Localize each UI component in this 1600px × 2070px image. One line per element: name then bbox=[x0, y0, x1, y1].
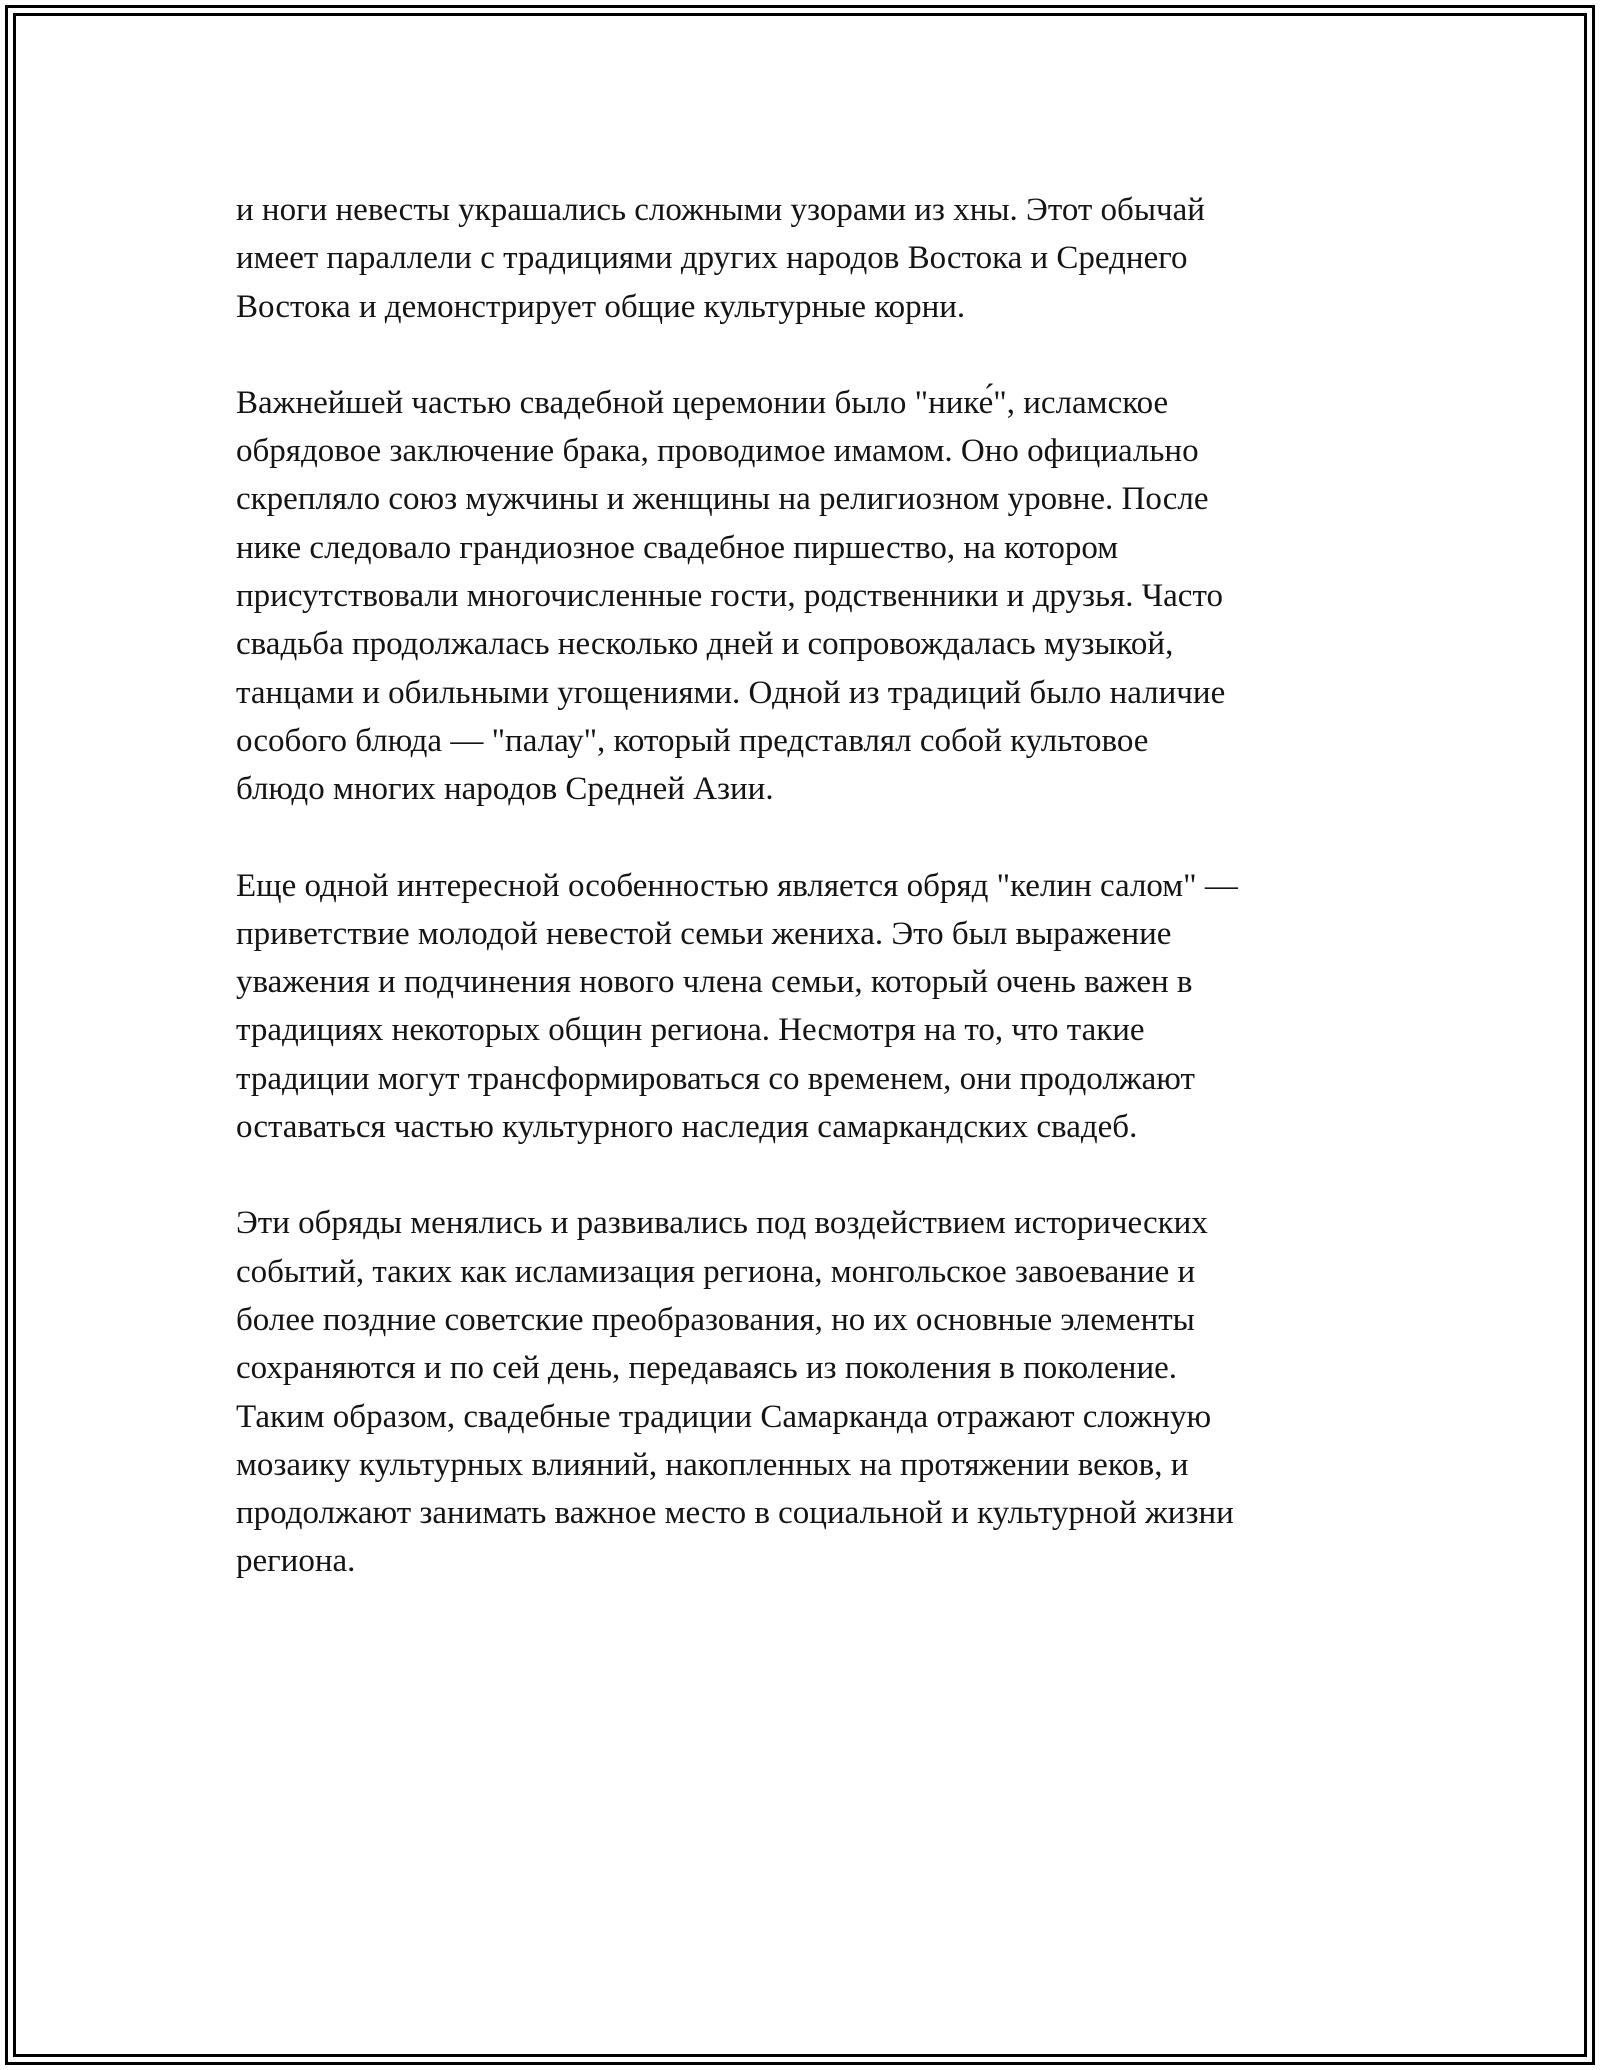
paragraph-3 bbox=[236, 862, 1366, 1152]
paragraph-line: оставаться частью культурного наследия самаркандских свадеб. bbox=[236, 1109, 1138, 1146]
paragraph-line: сохраняются и по сей день, передаваясь из поколения в поколение. bbox=[236, 1350, 1178, 1387]
paragraph-line: и ноги невесты украшались сложными узорами из хны. Этот обычай bbox=[236, 192, 1205, 228]
paragraph-line: особого блюда — "палау", который представлял собой культовое bbox=[236, 722, 1149, 759]
paragraph-line: скрепляло союз мужчины и женщины на религиозном уровне. После bbox=[236, 481, 1209, 518]
paragraph-line: продолжают занимать важное место в социальной и культурной жизни bbox=[236, 1495, 1234, 1532]
paragraph-line: блюдо многих народов Средней Азии. bbox=[236, 771, 774, 808]
paragraph-line: традиции могут трансформироваться со временем, они продолжают bbox=[236, 1060, 1195, 1097]
paragraph-line: танцами и обильными угощениями. Одной из традиций было наличие bbox=[236, 674, 1226, 711]
paragraph-line: событий, таких как исламизация региона, монгольское завоевание и bbox=[236, 1253, 1196, 1290]
paragraph-2 bbox=[236, 379, 1366, 814]
paragraph-line: имеет параллели с традициями других народов Востока и Среднего bbox=[236, 240, 1188, 277]
paragraph-line: обрядовое заключение брака, проводимое имамом. Оно официально bbox=[236, 433, 1199, 470]
paragraph-1 bbox=[236, 186, 1366, 331]
paragraph-line: региона. bbox=[236, 1543, 356, 1580]
paragraph-line: присутствовали многочисленные гости, родственники и друзья. Часто bbox=[236, 578, 1223, 615]
paragraph-line: Важнейшей частью свадебной церемонии было "нике́", исламское bbox=[236, 384, 1169, 421]
paragraph-line: традициях некоторых общин региона. Несмотря на то, что такие bbox=[236, 1012, 1145, 1049]
paragraph-line: приветствие молодой невестой семьи жениха. Это был выражение bbox=[236, 915, 1172, 952]
document-body bbox=[236, 186, 1366, 1634]
paragraph-4 bbox=[236, 1199, 1366, 1585]
paragraph-line: Еще одной интересной особенностью является обряд "келин салом" — bbox=[236, 867, 1238, 904]
paragraph-line: более поздние советские преобразования, но их основные элементы bbox=[236, 1301, 1195, 1338]
paragraph-line: уважения и подчинения нового члена семьи, который очень важен в bbox=[236, 964, 1193, 1001]
paragraph-line: нике следовало грандиозное свадебное пиршество, на котором bbox=[236, 529, 1119, 566]
paragraph-line: Эти обряды менялись и развивались под воздействием исторических bbox=[236, 1205, 1208, 1242]
paragraph-line: Востока и демонстрирует общие культурные корни. bbox=[236, 288, 966, 325]
paragraph-line: свадьба продолжалась несколько дней и сопровождалась музыкой, bbox=[236, 626, 1174, 663]
paragraph-line: Таким образом, свадебные традиции Самарканда отражают сложную bbox=[236, 1398, 1212, 1435]
paragraph-line: мозаику культурных влияний, накопленных на протяжении веков, и bbox=[236, 1446, 1189, 1483]
